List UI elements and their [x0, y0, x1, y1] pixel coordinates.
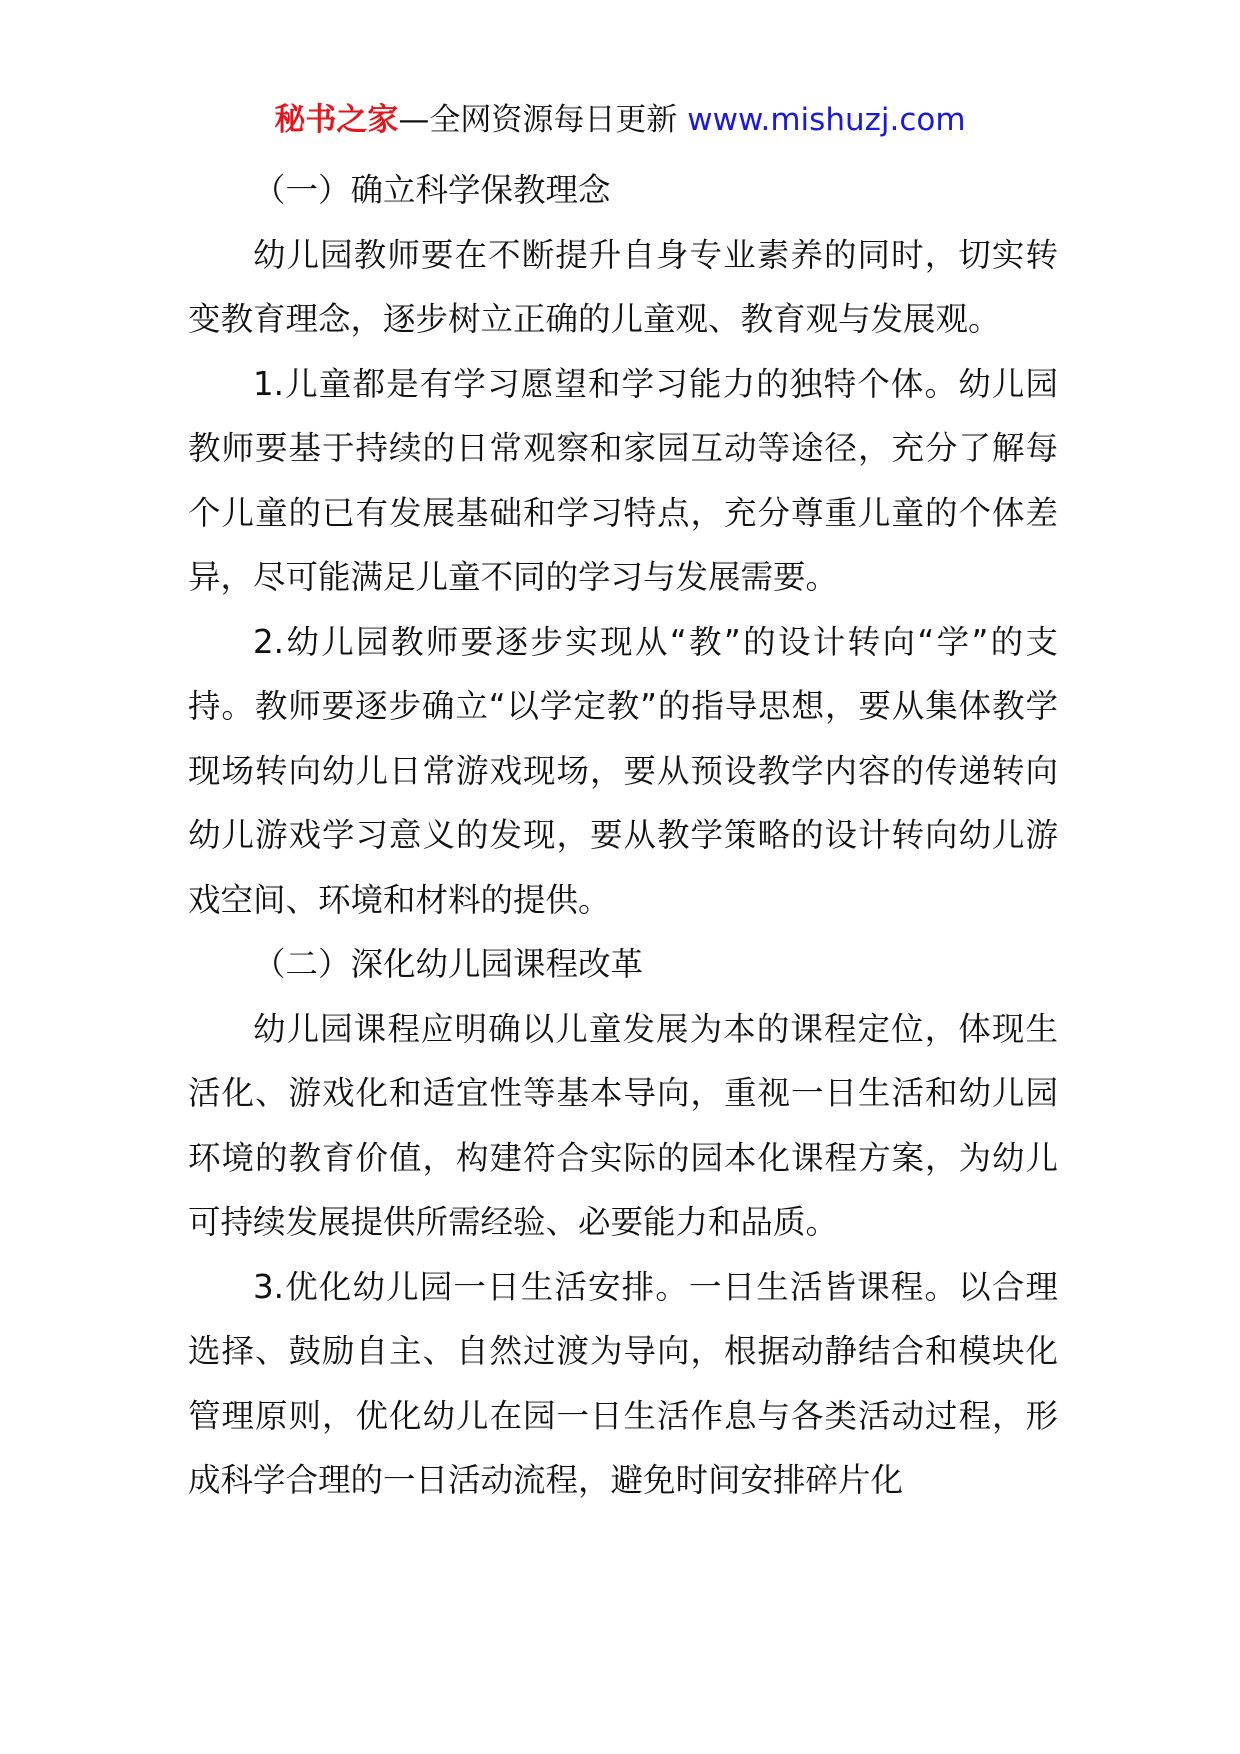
paragraph-item-3: 3.优化幼儿园一日生活安排。一日生活皆课程。以合理选择、鼓励自主、自然过渡为导向，根据动静结合和模块化管理原则，优化幼儿在园一日生活作息与各类活动过程，形成科学合理的一日活动流程，避免时间安排碎片化: [188, 1267, 1058, 1499]
section-heading-1: （一）确立科学保教理念: [253, 171, 611, 209]
document-body: [188, 158, 1058, 1513]
paragraph-item-2: 2.幼儿园教师要逐步实现从“教”的设计转向“学”的支持。教师要逐步确立“以学定教”的指导思想，要从集体教学现场转向幼儿日常游戏现场，要从预设教学内容的传递转向幼儿游戏学习意义的发现，要从教学策略的设计转向幼儿游戏空间、环境和材料的提供。: [188, 622, 1058, 919]
site-header: [0, 98, 1240, 142]
site-brand: 秘书之家: [274, 102, 399, 138]
site-url-link[interactable]: www.mishuzj.com: [687, 102, 966, 138]
section-heading-2: （二）深化幼儿园课程改革: [253, 945, 644, 983]
paragraph-intro: 幼儿园教师要在不断提升自身专业素养的同时，切实转变教育理念，逐步树立正确的儿童观、教育观与发展观。: [188, 235, 1058, 338]
site-tagline: —全网资源每日更新: [398, 102, 678, 138]
paragraph-item-1: 1.儿童都是有学习愿望和学习能力的独特个体。幼儿园教师要基于持续的日常观察和家园互动等途径，充分了解每个儿童的已有发展基础和学习特点，充分尊重儿童的个体差异，尽可能满足儿童不同的学习与发展需要。: [188, 364, 1058, 596]
paragraph-curriculum: 幼儿园课程应明确以儿童发展为本的课程定位，体现生活化、游戏化和适宜性等基本导向，重视一日生活和幼儿园环境的教育价值，构建符合实际的园本化课程方案，为幼儿可持续发展提供所需经验、必要能力和品质。: [188, 1009, 1058, 1241]
